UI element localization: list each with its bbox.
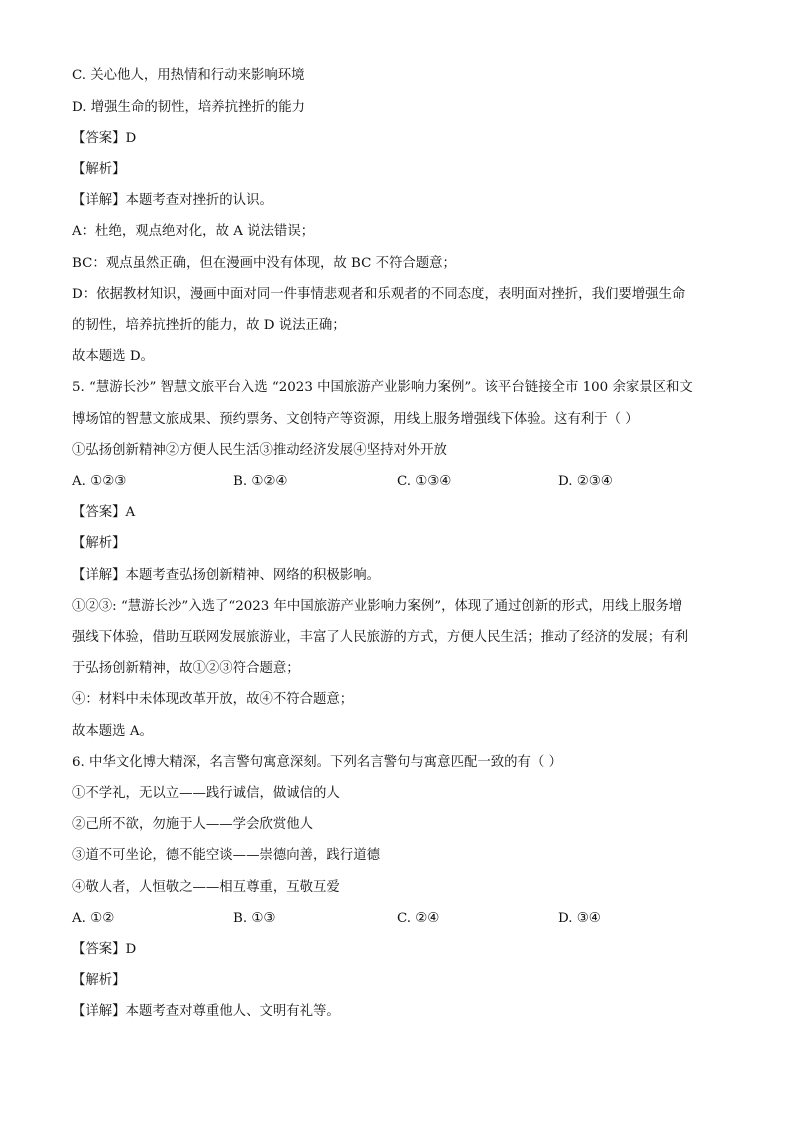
q5-stem-line1: 5. “慧游长沙” 智慧文旅平台入选 “2023 中国旅游产业影响力案例”。该平台链接全市 100 余家景区和文 (72, 380, 693, 395)
q5-stem-line2: 博场馆的智慧文旅成果、预约票务、文创特产等资源，用线上服务增强线下体验。这有利于（ ） (72, 412, 639, 427)
q4-analysis-heading: 【解析】 (72, 162, 126, 177)
q6-options (72, 909, 732, 929)
q6-detail-intro: 【详解】本题考查对尊重他人、文明有礼等。 (72, 1004, 340, 1019)
q5-conclusion: 故本题选 A。 (72, 724, 153, 739)
q5-detail-4: ④：材料中未体现改革开放，故④不符合题意； (72, 692, 354, 707)
q5-option-b: B. ①②④ (233, 474, 288, 489)
q6-statement-2: ②己所不欲，勿施于人——学会欣赏他人 (72, 817, 314, 832)
q4-detail-a: A：杜绝，观点绝对化，故 A 说法错误； (72, 224, 315, 239)
q5-detail-line2: 强线下体验，借助互联网发展旅游业，丰富了人民旅游的方式，方便人民生活；推动了经济的发展；有利 (72, 630, 688, 645)
q5-statements: ①弘扬创新精神②方便人民生活③推动经济发展④坚持对外开放 (72, 443, 447, 458)
q5-detail-intro: 【详解】本题考查弘扬创新精神、网络的积极影响。 (72, 568, 380, 583)
q5-options (72, 472, 732, 492)
q6-option-a: A. ①② (72, 911, 115, 926)
q5-answer: 【答案】A (72, 505, 136, 520)
q4-option-c: C. 关心他人，用热情和行动来影响环境 (72, 68, 305, 83)
q4-detail-intro: 【详解】本题考查对挫折的认识。 (72, 193, 273, 208)
q5-analysis-heading: 【解析】 (72, 536, 126, 551)
q5-option-a: A. ①②③ (72, 474, 127, 489)
q5-detail-line1: ①②③: “慧游长沙”入选了“2023 年中国旅游产业影响力案例”，体现了通过创新的形式，用线上服务增 (72, 599, 683, 614)
q4-detail-d-line2: 的韧性，培养抗挫折的能力，故 D 说法正确； (72, 318, 346, 333)
q6-option-b: B. ①③ (233, 911, 276, 926)
q5-option-c: C. ①③④ (397, 474, 452, 489)
q4-conclusion: 故本题选 D。 (72, 349, 154, 364)
q6-statement-3: ③道不可坐论，德不能空谈——崇德向善，践行道德 (72, 848, 380, 863)
q5-detail-line3: 于弘扬创新精神，故①②③符合题意； (72, 661, 300, 676)
q6-stem: 6. 中华文化博大精深，名言警句寓意深刻。下列名言警句与寓意匹配一致的有（ ） (72, 755, 562, 770)
q6-option-c: C. ②④ (397, 911, 440, 926)
q6-statement-4: ④敬人者，人恒敬之——相互尊重，互敬互爱 (72, 880, 340, 895)
q5-option-d: D. ②③④ (558, 474, 613, 489)
q4-detail-bc: BC：观点虽然正确，但在漫画中没有体现，故 BC 不符合题意； (72, 256, 456, 271)
q4-detail-d-line1: D：依据教材知识，漫画中面对同一件事情悲观者和乐观者的不同态度，表明面对挫折，我们要增强生命 (72, 287, 686, 302)
q6-answer: 【答案】D (72, 942, 137, 957)
q4-answer: 【答案】D (72, 131, 137, 146)
q6-analysis-heading: 【解析】 (72, 973, 126, 988)
q4-option-d: D. 增强生命的韧性，培养抗挫折的能力 (72, 100, 306, 115)
q6-statement-1: ①不学礼，无以立——践行诚信，做诚信的人 (72, 786, 340, 801)
q6-option-d: D. ③④ (558, 911, 601, 926)
